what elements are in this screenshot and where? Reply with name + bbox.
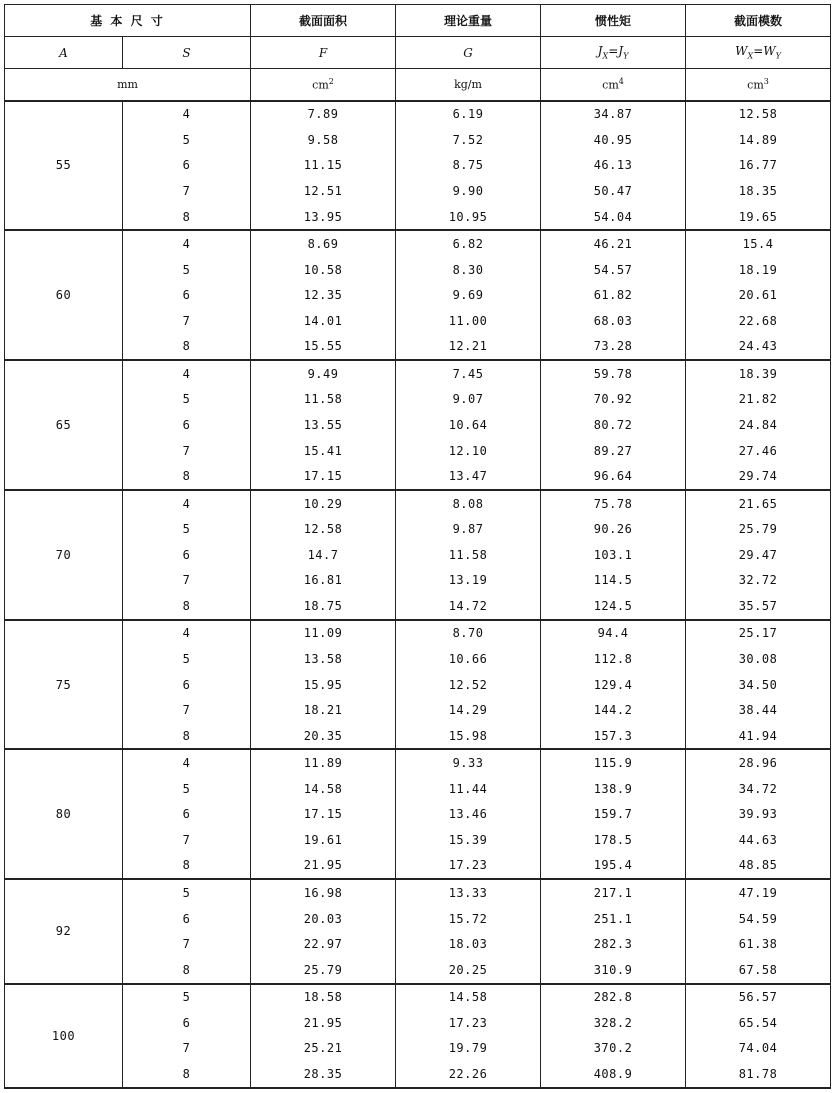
modulus-cell: 18.39	[686, 360, 831, 387]
area-cell: 8.69	[251, 230, 396, 257]
size-a-cell: 75	[5, 620, 123, 750]
area-cell: 14.01	[251, 308, 396, 334]
area-symbol: F	[251, 37, 396, 69]
size-s-cell: 6	[123, 802, 251, 828]
size-a-cell: 60	[5, 230, 123, 360]
size-s-cell: 5	[123, 776, 251, 802]
weight-cell: 14.58	[396, 984, 541, 1011]
table-row	[5, 984, 831, 1011]
modulus-cell: 25.79	[686, 516, 831, 542]
size-s-cell: 8	[123, 853, 251, 880]
area-cell: 16.98	[251, 879, 396, 906]
inertia-cell: 328.2	[541, 1010, 686, 1036]
weight-cell: 12.21	[396, 334, 541, 361]
area-cell: 16.81	[251, 568, 396, 594]
weight-cell: 9.69	[396, 282, 541, 308]
weight-cell: 17.23	[396, 1010, 541, 1036]
size-s-cell: 6	[123, 672, 251, 698]
size-s-cell: 7	[123, 1036, 251, 1062]
size-s-cell: 5	[123, 516, 251, 542]
table-row	[5, 308, 831, 334]
size-s-cell: 8	[123, 334, 251, 361]
inertia-cell: 89.27	[541, 438, 686, 464]
inertia-cell: 112.8	[541, 646, 686, 672]
size-a-cell: 65	[5, 360, 123, 490]
inertia-cell: 178.5	[541, 827, 686, 853]
modulus-cell: 34.50	[686, 672, 831, 698]
area-cell: 20.03	[251, 906, 396, 932]
area-cell: 17.15	[251, 802, 396, 828]
modulus-cell: 38.44	[686, 697, 831, 723]
table-row	[5, 931, 831, 957]
inertia-cell: 217.1	[541, 879, 686, 906]
inertia-cell: 46.21	[541, 230, 686, 257]
weight-cell: 20.25	[396, 957, 541, 984]
modulus-cell: 18.35	[686, 178, 831, 204]
inertia-cell: 46.13	[541, 153, 686, 179]
area-unit: $cm^2$	[251, 69, 396, 101]
modulus-cell: 20.61	[686, 282, 831, 308]
table-row	[5, 204, 831, 231]
inertia-header: 惯性矩	[541, 5, 686, 37]
modulus-cell: 27.46	[686, 438, 831, 464]
table-row	[5, 463, 831, 490]
size-s-cell: 4	[123, 749, 251, 776]
inertia-symbol: $J_X=J_Y$	[541, 37, 686, 69]
modulus-cell: 14.89	[686, 127, 831, 153]
inertia-cell: 408.9	[541, 1061, 686, 1088]
table-row	[5, 802, 831, 828]
area-cell: 14.58	[251, 776, 396, 802]
modulus-cell: 74.04	[686, 1036, 831, 1062]
size-s-cell: 8	[123, 463, 251, 490]
modulus-cell: 29.47	[686, 542, 831, 568]
modulus-cell: 15.4	[686, 230, 831, 257]
size-s-cell: 8	[123, 957, 251, 984]
table-row	[5, 827, 831, 853]
area-cell: 9.58	[251, 127, 396, 153]
table-row	[5, 127, 831, 153]
section-properties-table	[4, 4, 831, 1089]
modulus-cell: 39.93	[686, 802, 831, 828]
col-s-header: S	[123, 37, 251, 69]
weight-cell: 9.90	[396, 178, 541, 204]
modulus-cell: 41.94	[686, 723, 831, 750]
modulus-cell: 65.54	[686, 1010, 831, 1036]
size-s-cell: 4	[123, 230, 251, 257]
size-s-cell: 6	[123, 1010, 251, 1036]
modulus-cell: 16.77	[686, 153, 831, 179]
table-row	[5, 1036, 831, 1062]
inertia-cell: 73.28	[541, 334, 686, 361]
table-row	[5, 230, 831, 257]
area-cell: 7.89	[251, 101, 396, 128]
inertia-cell: 282.8	[541, 984, 686, 1011]
modulus-cell: 61.38	[686, 931, 831, 957]
modulus-cell: 25.17	[686, 620, 831, 647]
inertia-cell: 34.87	[541, 101, 686, 128]
weight-cell: 10.95	[396, 204, 541, 231]
modulus-cell: 21.82	[686, 387, 831, 413]
area-cell: 14.7	[251, 542, 396, 568]
area-cell: 12.58	[251, 516, 396, 542]
inertia-cell: 370.2	[541, 1036, 686, 1062]
area-cell: 13.58	[251, 646, 396, 672]
size-s-cell: 5	[123, 387, 251, 413]
size-s-cell: 5	[123, 127, 251, 153]
table-row	[5, 438, 831, 464]
size-a-cell: 100	[5, 984, 123, 1088]
inertia-cell: 40.95	[541, 127, 686, 153]
table-row	[5, 879, 831, 906]
area-cell: 13.95	[251, 204, 396, 231]
table-header	[5, 5, 831, 101]
weight-symbol: G	[396, 37, 541, 69]
inertia-cell: 59.78	[541, 360, 686, 387]
size-a-cell: 92	[5, 879, 123, 983]
weight-cell: 15.98	[396, 723, 541, 750]
area-cell: 13.55	[251, 412, 396, 438]
size-s-cell: 7	[123, 438, 251, 464]
table-row	[5, 153, 831, 179]
area-header: 截面面积	[251, 5, 396, 37]
size-a-cell: 70	[5, 490, 123, 620]
weight-cell: 8.30	[396, 257, 541, 283]
table-row	[5, 749, 831, 776]
area-cell: 10.29	[251, 490, 396, 517]
inertia-cell: 103.1	[541, 542, 686, 568]
inertia-cell: 124.5	[541, 593, 686, 620]
inertia-cell: 90.26	[541, 516, 686, 542]
area-cell: 10.58	[251, 257, 396, 283]
area-cell: 18.75	[251, 593, 396, 620]
area-cell: 11.15	[251, 153, 396, 179]
inertia-cell: 138.9	[541, 776, 686, 802]
inertia-cell: 68.03	[541, 308, 686, 334]
weight-cell: 9.87	[396, 516, 541, 542]
table-row	[5, 776, 831, 802]
inertia-cell: 94.4	[541, 620, 686, 647]
size-s-cell: 6	[123, 282, 251, 308]
modulus-cell: 21.65	[686, 490, 831, 517]
area-cell: 28.35	[251, 1061, 396, 1088]
modulus-cell: 22.68	[686, 308, 831, 334]
weight-cell: 8.75	[396, 153, 541, 179]
size-s-cell: 8	[123, 1061, 251, 1088]
inertia-cell: 251.1	[541, 906, 686, 932]
size-s-cell: 5	[123, 984, 251, 1011]
inertia-cell: 61.82	[541, 282, 686, 308]
modulus-header: 截面模数	[686, 5, 831, 37]
table-row	[5, 672, 831, 698]
modulus-cell: 44.63	[686, 827, 831, 853]
size-s-cell: 4	[123, 101, 251, 128]
weight-cell: 14.72	[396, 593, 541, 620]
modulus-cell: 29.74	[686, 463, 831, 490]
modulus-cell: 67.58	[686, 957, 831, 984]
inertia-cell: 144.2	[541, 697, 686, 723]
modulus-cell: 18.19	[686, 257, 831, 283]
area-cell: 15.95	[251, 672, 396, 698]
weight-cell: 10.64	[396, 412, 541, 438]
area-cell: 18.21	[251, 697, 396, 723]
modulus-cell: 12.58	[686, 101, 831, 128]
size-s-cell: 4	[123, 360, 251, 387]
area-cell: 21.95	[251, 853, 396, 880]
size-s-cell: 7	[123, 178, 251, 204]
inertia-cell: 50.47	[541, 178, 686, 204]
table-row	[5, 906, 831, 932]
table-row	[5, 178, 831, 204]
modulus-cell: 34.72	[686, 776, 831, 802]
inertia-cell: 310.9	[541, 957, 686, 984]
modulus-cell: 19.65	[686, 204, 831, 231]
inertia-cell: 70.92	[541, 387, 686, 413]
modulus-symbol: $W_X=W_Y$	[686, 37, 831, 69]
table-row	[5, 542, 831, 568]
area-cell: 21.95	[251, 1010, 396, 1036]
weight-cell: 12.10	[396, 438, 541, 464]
table-row	[5, 334, 831, 361]
weight-cell: 8.70	[396, 620, 541, 647]
area-cell: 15.55	[251, 334, 396, 361]
area-cell: 9.49	[251, 360, 396, 387]
size-s-cell: 7	[123, 827, 251, 853]
modulus-unit: $cm^3$	[686, 69, 831, 101]
table-row	[5, 723, 831, 750]
modulus-cell: 81.78	[686, 1061, 831, 1088]
area-cell: 11.58	[251, 387, 396, 413]
size-s-cell: 7	[123, 568, 251, 594]
area-cell: 12.51	[251, 178, 396, 204]
modulus-cell: 48.85	[686, 853, 831, 880]
size-s-cell: 6	[123, 906, 251, 932]
modulus-cell: 54.59	[686, 906, 831, 932]
weight-cell: 9.07	[396, 387, 541, 413]
weight-cell: 14.29	[396, 697, 541, 723]
weight-cell: 13.46	[396, 802, 541, 828]
table-row	[5, 1010, 831, 1036]
weight-cell: 6.82	[396, 230, 541, 257]
size-a-cell: 80	[5, 749, 123, 879]
weight-cell: 15.39	[396, 827, 541, 853]
table-row	[5, 490, 831, 517]
table-row	[5, 257, 831, 283]
size-s-cell: 7	[123, 697, 251, 723]
inertia-cell: 96.64	[541, 463, 686, 490]
table-row	[5, 853, 831, 880]
inertia-cell: 54.57	[541, 257, 686, 283]
area-cell: 22.97	[251, 931, 396, 957]
table-row	[5, 593, 831, 620]
table-row	[5, 646, 831, 672]
weight-cell: 8.08	[396, 490, 541, 517]
table-row	[5, 387, 831, 413]
area-cell: 17.15	[251, 463, 396, 490]
inertia-cell: 282.3	[541, 931, 686, 957]
table-body	[5, 101, 831, 1089]
inertia-cell: 114.5	[541, 568, 686, 594]
table-row	[5, 412, 831, 438]
weight-cell: 18.03	[396, 931, 541, 957]
size-s-cell: 5	[123, 879, 251, 906]
table-row	[5, 101, 831, 128]
area-cell: 25.21	[251, 1036, 396, 1062]
area-cell: 11.89	[251, 749, 396, 776]
inertia-cell: 129.4	[541, 672, 686, 698]
table-row	[5, 282, 831, 308]
size-s-cell: 4	[123, 620, 251, 647]
size-s-cell: 7	[123, 308, 251, 334]
modulus-cell: 35.57	[686, 593, 831, 620]
size-s-cell: 6	[123, 542, 251, 568]
weight-cell: 12.52	[396, 672, 541, 698]
modulus-cell: 32.72	[686, 568, 831, 594]
table-row	[5, 516, 831, 542]
area-cell: 19.61	[251, 827, 396, 853]
table-row	[5, 568, 831, 594]
weight-cell: 9.33	[396, 749, 541, 776]
size-a-cell: 55	[5, 101, 123, 231]
area-cell: 15.41	[251, 438, 396, 464]
size-s-cell: 6	[123, 153, 251, 179]
inertia-cell: 157.3	[541, 723, 686, 750]
size-s-cell: 8	[123, 593, 251, 620]
inertia-cell: 159.7	[541, 802, 686, 828]
modulus-cell: 28.96	[686, 749, 831, 776]
weight-cell: 11.58	[396, 542, 541, 568]
weight-cell: 13.47	[396, 463, 541, 490]
size-s-cell: 5	[123, 646, 251, 672]
weight-cell: 13.33	[396, 879, 541, 906]
weight-cell: 15.72	[396, 906, 541, 932]
col-a-header: A	[5, 37, 123, 69]
size-s-cell: 8	[123, 723, 251, 750]
basic-size-header: 基 本 尺 寸	[5, 5, 251, 37]
area-cell: 25.79	[251, 957, 396, 984]
inertia-unit: $cm^4$	[541, 69, 686, 101]
table-row	[5, 620, 831, 647]
inertia-cell: 54.04	[541, 204, 686, 231]
table-row	[5, 1061, 831, 1088]
modulus-cell: 24.43	[686, 334, 831, 361]
weight-unit: kg/m	[396, 69, 541, 101]
weight-cell: 7.45	[396, 360, 541, 387]
weight-cell: 13.19	[396, 568, 541, 594]
inertia-cell: 75.78	[541, 490, 686, 517]
size-s-cell: 6	[123, 412, 251, 438]
unit-mm: mm	[5, 69, 251, 101]
table-row	[5, 957, 831, 984]
modulus-cell: 24.84	[686, 412, 831, 438]
weight-cell: 22.26	[396, 1061, 541, 1088]
size-s-cell: 5	[123, 257, 251, 283]
size-s-cell: 4	[123, 490, 251, 517]
table-row	[5, 697, 831, 723]
table-row	[5, 360, 831, 387]
area-cell: 11.09	[251, 620, 396, 647]
inertia-cell: 195.4	[541, 853, 686, 880]
area-cell: 12.35	[251, 282, 396, 308]
weight-header: 理论重量	[396, 5, 541, 37]
weight-cell: 11.00	[396, 308, 541, 334]
inertia-cell: 115.9	[541, 749, 686, 776]
weight-cell: 10.66	[396, 646, 541, 672]
weight-cell: 11.44	[396, 776, 541, 802]
weight-cell: 7.52	[396, 127, 541, 153]
modulus-cell: 56.57	[686, 984, 831, 1011]
area-cell: 20.35	[251, 723, 396, 750]
weight-cell: 17.23	[396, 853, 541, 880]
area-cell: 18.58	[251, 984, 396, 1011]
modulus-cell: 30.08	[686, 646, 831, 672]
size-s-cell: 7	[123, 931, 251, 957]
weight-cell: 6.19	[396, 101, 541, 128]
modulus-cell: 47.19	[686, 879, 831, 906]
size-s-cell: 8	[123, 204, 251, 231]
weight-cell: 19.79	[396, 1036, 541, 1062]
inertia-cell: 80.72	[541, 412, 686, 438]
